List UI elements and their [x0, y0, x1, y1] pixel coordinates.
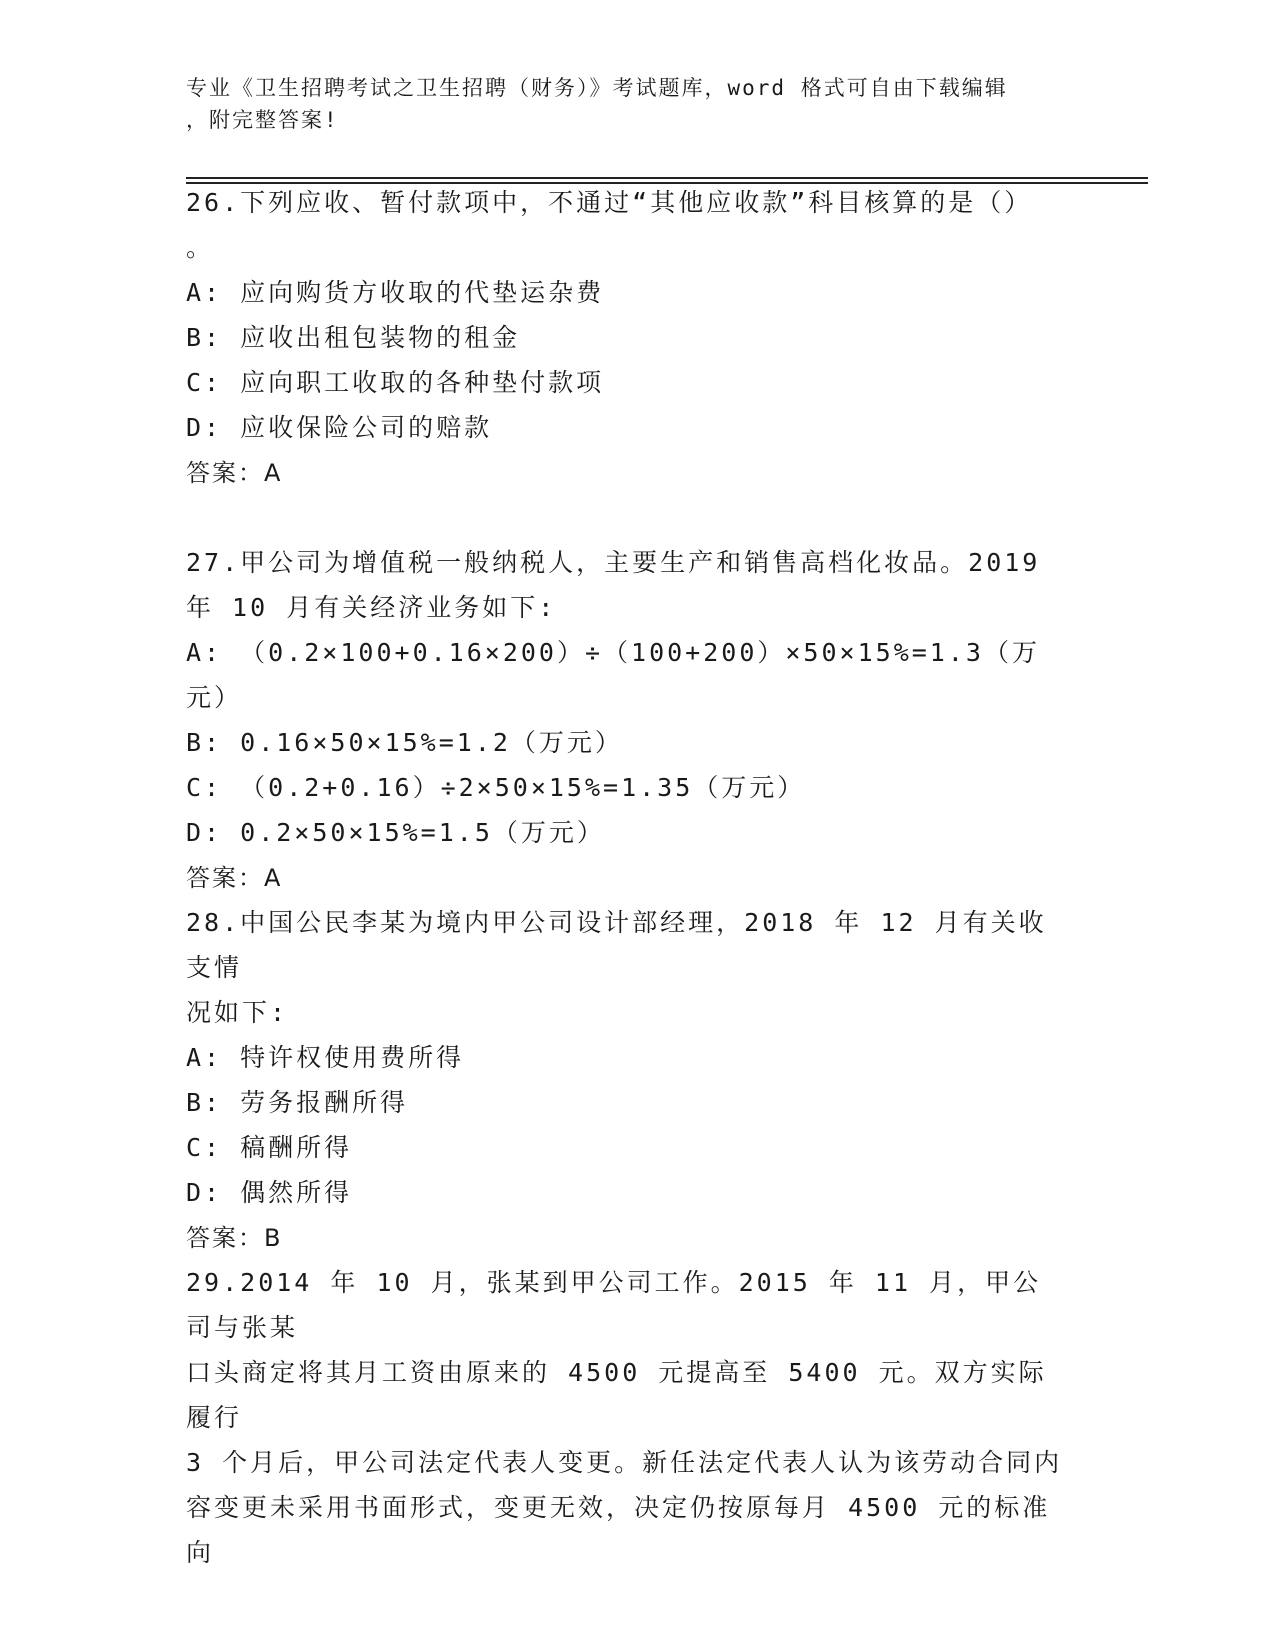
answer-value: A	[264, 864, 283, 892]
option-a: A: 应向购货方收取的代垫运杂费	[186, 278, 605, 307]
question-stem-line: 28.中国公民李某为境内甲公司设计部经理，2018 年 12 月有关收支情	[186, 908, 1047, 982]
answer-label: 答案：	[186, 459, 264, 487]
answer-line	[186, 1215, 1066, 1261]
question-28	[186, 900, 1066, 1261]
header-line-1: 专业《卫生招聘考试之卫生招聘（财务）》考试题库，word 格式可自由下载编辑	[186, 76, 1008, 100]
question-stem-line: 年 10 月有关经济业务如下:	[186, 593, 557, 622]
question-stem-line: 26.下列应收、暂付款项中，不通过“其他应收款”科目核算的是（）	[186, 188, 1033, 217]
option-d: D: 0.2×50×15%=1.5（万元）	[186, 818, 605, 847]
option-c: C: 稿酬所得	[186, 1133, 353, 1162]
option-c: C: （0.2+0.16）÷2×50×15%=1.35（万元）	[186, 773, 806, 802]
answer-value: B	[264, 1224, 283, 1252]
question-stem-line: 容变更未采用书面形式，变更无效，决定仍按原每月 4500 元的标准向	[186, 1493, 1051, 1567]
question-stem-line: 。	[186, 233, 215, 262]
option-c: C: 应向职工收取的各种垫付款项	[186, 368, 605, 397]
header-rule-top	[186, 177, 1148, 179]
option-b: B: 应收出租包装物的租金	[186, 323, 521, 352]
answer-label: 答案：	[186, 864, 264, 892]
option-b: B: 劳务报酬所得	[186, 1088, 409, 1117]
question-stem-line: 3 个月后，甲公司法定代表人变更。新任法定代表人认为该劳动合同内	[186, 1448, 1063, 1477]
question-26	[186, 180, 1066, 496]
question-27	[186, 540, 1066, 901]
header-line-2: ，附完整答案!	[186, 108, 339, 132]
question-stem-line: 27.甲公司为增值税一般纳税人，主要生产和销售高档化妆品。2019	[186, 548, 1041, 577]
answer-label: 答案：	[186, 1224, 264, 1252]
answer-line	[186, 855, 1066, 901]
option-b: B: 0.16×50×15%=1.2（万元）	[186, 728, 623, 757]
option-a: A: 特许权使用费所得	[186, 1043, 465, 1072]
document-header	[186, 72, 1066, 136]
question-29	[186, 1260, 1066, 1575]
answer-value: A	[264, 459, 283, 487]
option-a: A: （0.2×100+0.16×200）÷（100+200）×50×15%=1.3（万元）	[186, 638, 1040, 712]
answer-line	[186, 450, 1066, 496]
question-stem-line: 口头商定将其月工资由原来的 4500 元提高至 5400 元。双方实际履行	[186, 1358, 1047, 1432]
option-d: D: 应收保险公司的赔款	[186, 413, 493, 442]
option-d: D: 偶然所得	[186, 1178, 353, 1207]
question-stem-line: 况如下:	[186, 998, 289, 1027]
question-stem-line: 29.2014 年 10 月，张某到甲公司工作。2015 年 11 月，甲公司与张某	[186, 1268, 1042, 1342]
